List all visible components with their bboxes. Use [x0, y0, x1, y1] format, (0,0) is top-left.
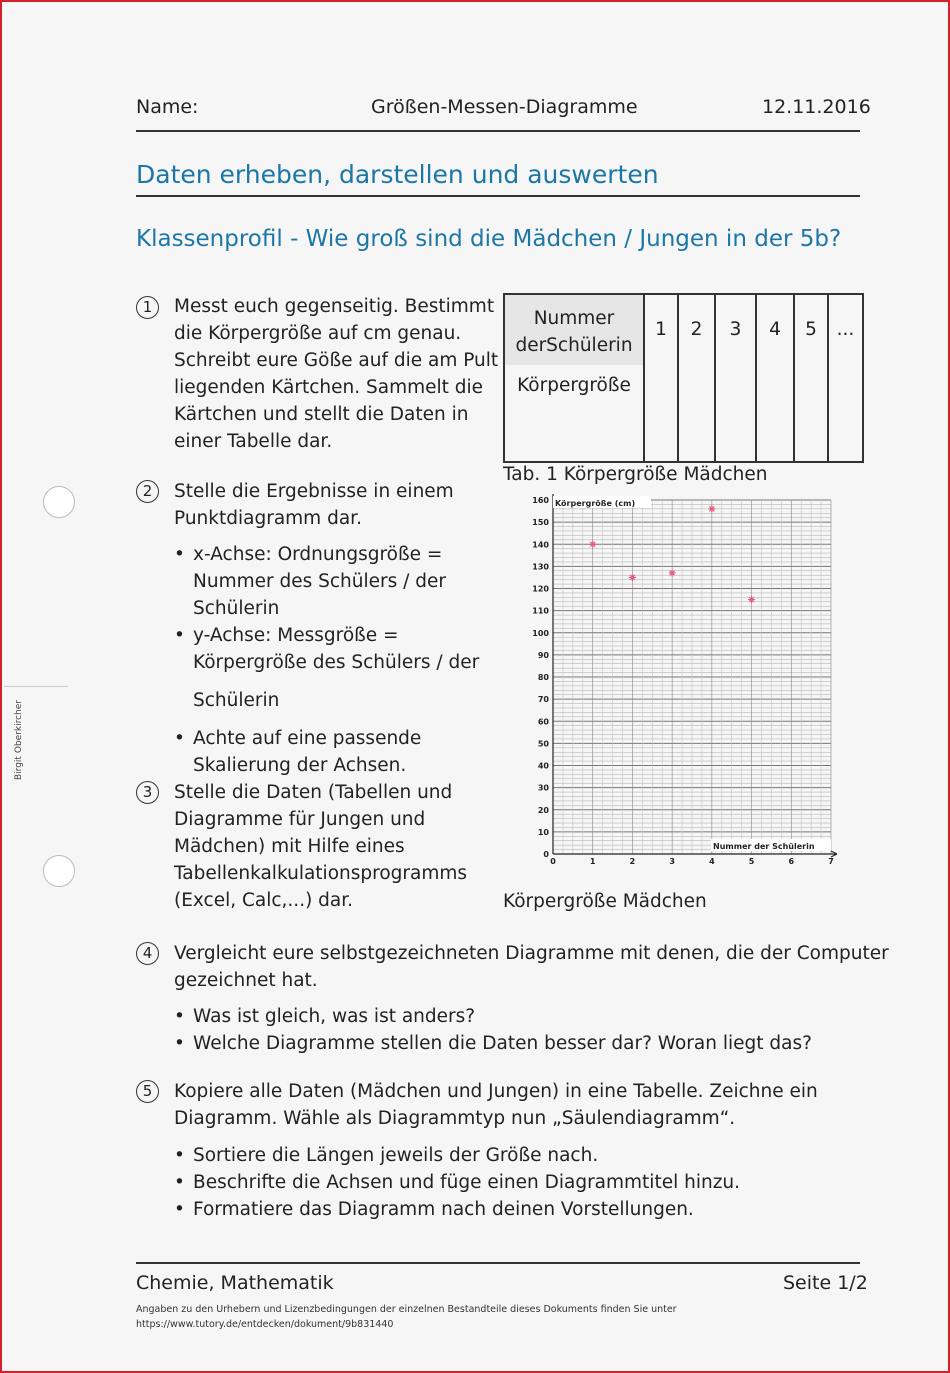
task-5-bullet: • Sortiere die Längen jeweils der Größe nach. — [174, 1142, 598, 1169]
task-5-bullet: • Beschrifte die Achsen und füge einen Diagrammtitel hinzu. — [174, 1169, 740, 1196]
y-tick-label: 90 — [537, 650, 549, 660]
table-column-header: 1 — [644, 294, 678, 462]
punch-hole-mark — [43, 486, 75, 518]
x-tick-label: 5 — [748, 857, 755, 866]
y-tick-label: 10 — [537, 827, 549, 837]
task-2-bullet: • y-Achse: Messgröße = Körpergröße des Schülers / der — [174, 622, 479, 676]
y-tick-label: 50 — [537, 739, 549, 749]
data-point — [589, 541, 596, 548]
x-tick-label: 2 — [629, 857, 636, 866]
header-topic: Größen-Messen-Diagramme — [371, 96, 638, 118]
task-1-text: Messt euch gegenseitig. Bestimmt die Körpergröße auf cm genau. Schreibt eure Göße auf die am Pult liegenden Kärtchen. Sammelt die Kärtchen und stellt die Daten in einer Tabelle dar. — [174, 296, 499, 452]
x-tick-label: 4 — [709, 857, 715, 866]
chart-caption: Körpergröße Mädchen — [503, 891, 707, 912]
page-title: Daten erheben, darstellen und auswerten — [136, 160, 659, 189]
table-caption-clipped — [503, 464, 793, 485]
task-5-bullet: • Formatiere das Diagramm nach deinen Vorstellungen. — [174, 1196, 694, 1223]
task-number-3: 3 — [136, 781, 159, 804]
fold-mark — [4, 686, 68, 687]
title-underline — [136, 195, 860, 197]
table-label-column — [504, 294, 644, 462]
table-column-header: 5 — [794, 294, 828, 462]
task-number-1: 1 — [136, 296, 159, 319]
y-tick-label: 60 — [537, 717, 549, 727]
y-tick-label: 110 — [532, 606, 549, 616]
table-header-cell: Nummer derSchülerin — [505, 295, 643, 365]
task-2-bullet: • Achte auf eine passende Skalierung der Achsen. — [174, 725, 421, 779]
footer-subjects: Chemie, Mathematik — [136, 1272, 334, 1294]
side-credit: Birgit Oberkircher — [14, 700, 24, 780]
table-row-label-height: Körpergröße — [517, 375, 631, 396]
table-caption: Tab. 1 Körpergröße Mädchen — [503, 464, 768, 485]
footer-divider — [136, 1262, 860, 1264]
header-date: 12.11.2016 — [762, 96, 871, 118]
table-column-header: 3 — [715, 294, 756, 462]
task-4-text: Vergleicht eure selbstgezeichneten Diagramme mit denen, die der Computer gezeichnet hat. — [174, 943, 889, 991]
task-4-bullet: • Was ist gleich, was ist anders? — [174, 1003, 475, 1030]
x-axis-label: Nummer der Schülerin — [713, 842, 815, 851]
data-table — [503, 293, 864, 463]
y-tick-label: 120 — [532, 584, 549, 594]
y-tick-label: 40 — [537, 761, 549, 771]
punch-hole-mark — [43, 855, 75, 887]
task-4-bullet: • Welche Diagramme stellen die Daten besser dar? Woran liegt das? — [174, 1030, 812, 1057]
y-tick-label: 140 — [532, 540, 549, 550]
x-tick-label: 1 — [589, 857, 596, 866]
data-point — [708, 505, 715, 512]
footer-page-number: Seite 1/2 — [783, 1272, 868, 1294]
task-5-text: Kopiere alle Daten (Mädchen und Jungen) in eine Tabelle. Zeichne ein Diagramm. Wähle als Diagrammtyp nun „Säulendiagramm“. — [174, 1081, 818, 1129]
x-tick-label: 6 — [788, 857, 795, 866]
task-number-5: 5 — [136, 1080, 159, 1103]
task-number-4: 4 — [136, 942, 159, 965]
header-divider — [136, 130, 860, 132]
task-2-text: Stelle die Ergebnisse in einem Punktdiagramm dar. — [174, 481, 454, 529]
x-tick-label: 0 — [550, 857, 556, 866]
y-tick-label: 150 — [532, 518, 549, 528]
y-tick-label: 70 — [537, 695, 549, 705]
y-tick-label: 30 — [537, 783, 549, 793]
footer-link[interactable]: https://www.tutory.de/entdecken/dokument/9b831440 — [136, 1319, 394, 1330]
y-tick-label: 160 — [532, 496, 549, 505]
y-tick-label: 20 — [537, 805, 549, 815]
table-column-header: 4 — [756, 294, 794, 462]
task-2-bullet-continuation: Schülerin — [193, 690, 280, 711]
y-tick-label: 130 — [532, 562, 549, 572]
y-axis-label: Körpergröße (cm) — [555, 499, 636, 508]
x-tick-label: 3 — [669, 857, 675, 866]
y-tick-label: 100 — [532, 628, 549, 638]
y-tick-label: 80 — [537, 673, 549, 682]
page-subtitle: Klassenprofil - Wie groß sind die Mädchen / Jungen in der 5b? — [136, 226, 842, 252]
task-2-bullet: • x-Achse: Ordnungsgröße = Nummer des Schülers / der Schülerin — [174, 541, 446, 622]
table-column-header: 2 — [678, 294, 715, 462]
x-tick-label: 7 — [828, 857, 834, 866]
task-3-text: Stelle die Daten (Tabellen und Diagramme für Jungen und Mädchen) mit Hilfe eines Tabellenkalkulationsprogramms (Excel, Calc,...) dar. — [174, 782, 468, 911]
task-number-2: 2 — [136, 480, 159, 503]
table-column-header: ... — [828, 294, 863, 462]
footer-notice: Angaben zu den Urhebern und Lizenzbedingungen der einzelnen Bestandteile dieses Dokuments finden Sie unter — [136, 1304, 677, 1315]
y-tick-label: 0 — [543, 850, 549, 859]
scatter-chart — [525, 488, 845, 868]
name-label: Name: — [136, 96, 199, 118]
